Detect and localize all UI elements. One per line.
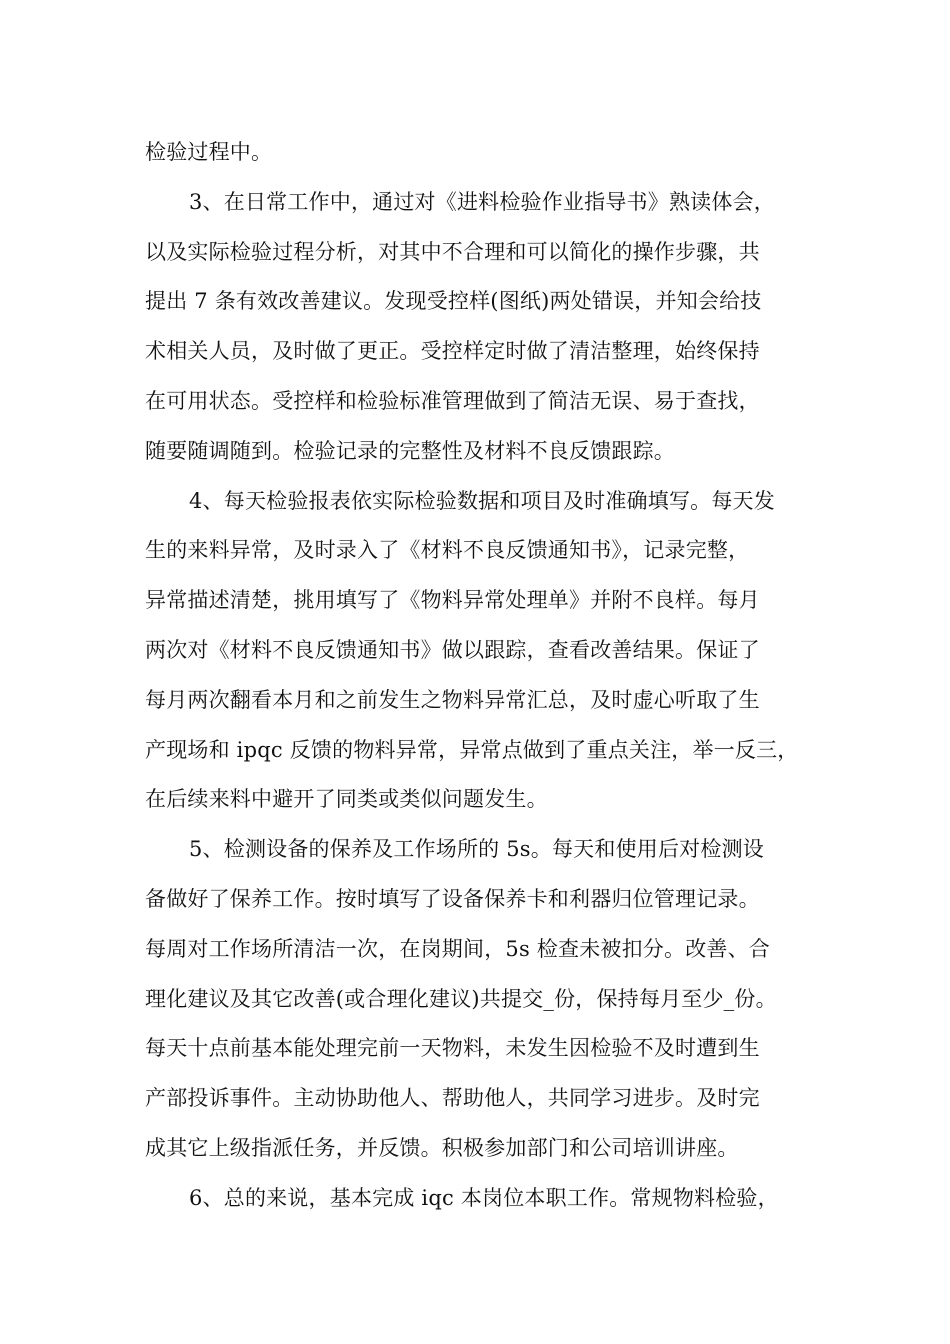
text-line: 5、检测设备的保养及工作场所的 5s。每天和使用后对检测设 (189, 837, 764, 862)
text-line: 两次对《材料不良反馈通知书》做以跟踪，查看改善结果。保证了 (145, 637, 760, 662)
text-line: 成其它上级指派任务，并反馈。积极参加部门和公司培训讲座。 (145, 1135, 739, 1160)
text-line: 4、每天检验报表依实际检验数据和项目及时准确填写。每天发 (189, 488, 775, 513)
text-line: 生的来料异常，及时录入了《材料不良反馈通知书》，记录完整， (145, 538, 750, 563)
text-line: 每月两次翻看本月和之前发生之物料异常汇总，及时虚心听取了生 (145, 687, 760, 712)
text-line: 检验过程中。 (145, 140, 273, 164)
text-line: 产现场和 ipqc 反馈的物料异常，异常点做到了重点关注，举一反三， (145, 737, 799, 762)
text-line: 理化建议及其它改善(或合理化建议)共提交_份，保持每月至少_份。 (145, 986, 777, 1011)
text-line: 随要随调随到。检验记录的完整性及材料不良反馈跟踪。 (145, 438, 675, 463)
text-line: 异常描述清楚，挑用填写了《物料异常处理单》并附不良样。每月 (145, 588, 760, 613)
text-line: 每周对工作场所清洁一次，在岗期间，5s 检查未被扣分。改善、合 (145, 936, 771, 961)
text-line: 术相关人员，及时做了更正。受控样定时做了清洁整理，始终保持 (145, 339, 760, 364)
text-line: 每天十点前基本能处理完前一天物料，未发生因检验不及时遭到生 (145, 1036, 760, 1061)
document-body (145, 128, 810, 1224)
text-line: 产部投诉事件。主动协助他人、帮助他人，共同学习进步。及时完 (145, 1086, 760, 1111)
text-line: 6、总的来说，基本完成 iqc 本岗位本职工作。常规物料检验， (189, 1185, 779, 1210)
text-line: 在后续来料中避开了同类或类似问题发生。 (145, 787, 548, 812)
text-line: 以及实际检验过程分析，对其中不合理和可以简化的操作步骤，共 (145, 239, 760, 264)
text-line: 3、在日常工作中，通过对《进料检验作业指导书》熟读体会， (189, 189, 775, 214)
text-line: 备做好了保养工作。按时填写了设备保养卡和利器归位管理记录。 (145, 886, 760, 911)
text-line: 提出 7 条有效改善建议。发现受控样(图纸)两处错误，并知会给技 (145, 289, 762, 314)
text-line: 在可用状态。受控样和检验标准管理做到了简洁无误、易于查找， (145, 388, 760, 413)
